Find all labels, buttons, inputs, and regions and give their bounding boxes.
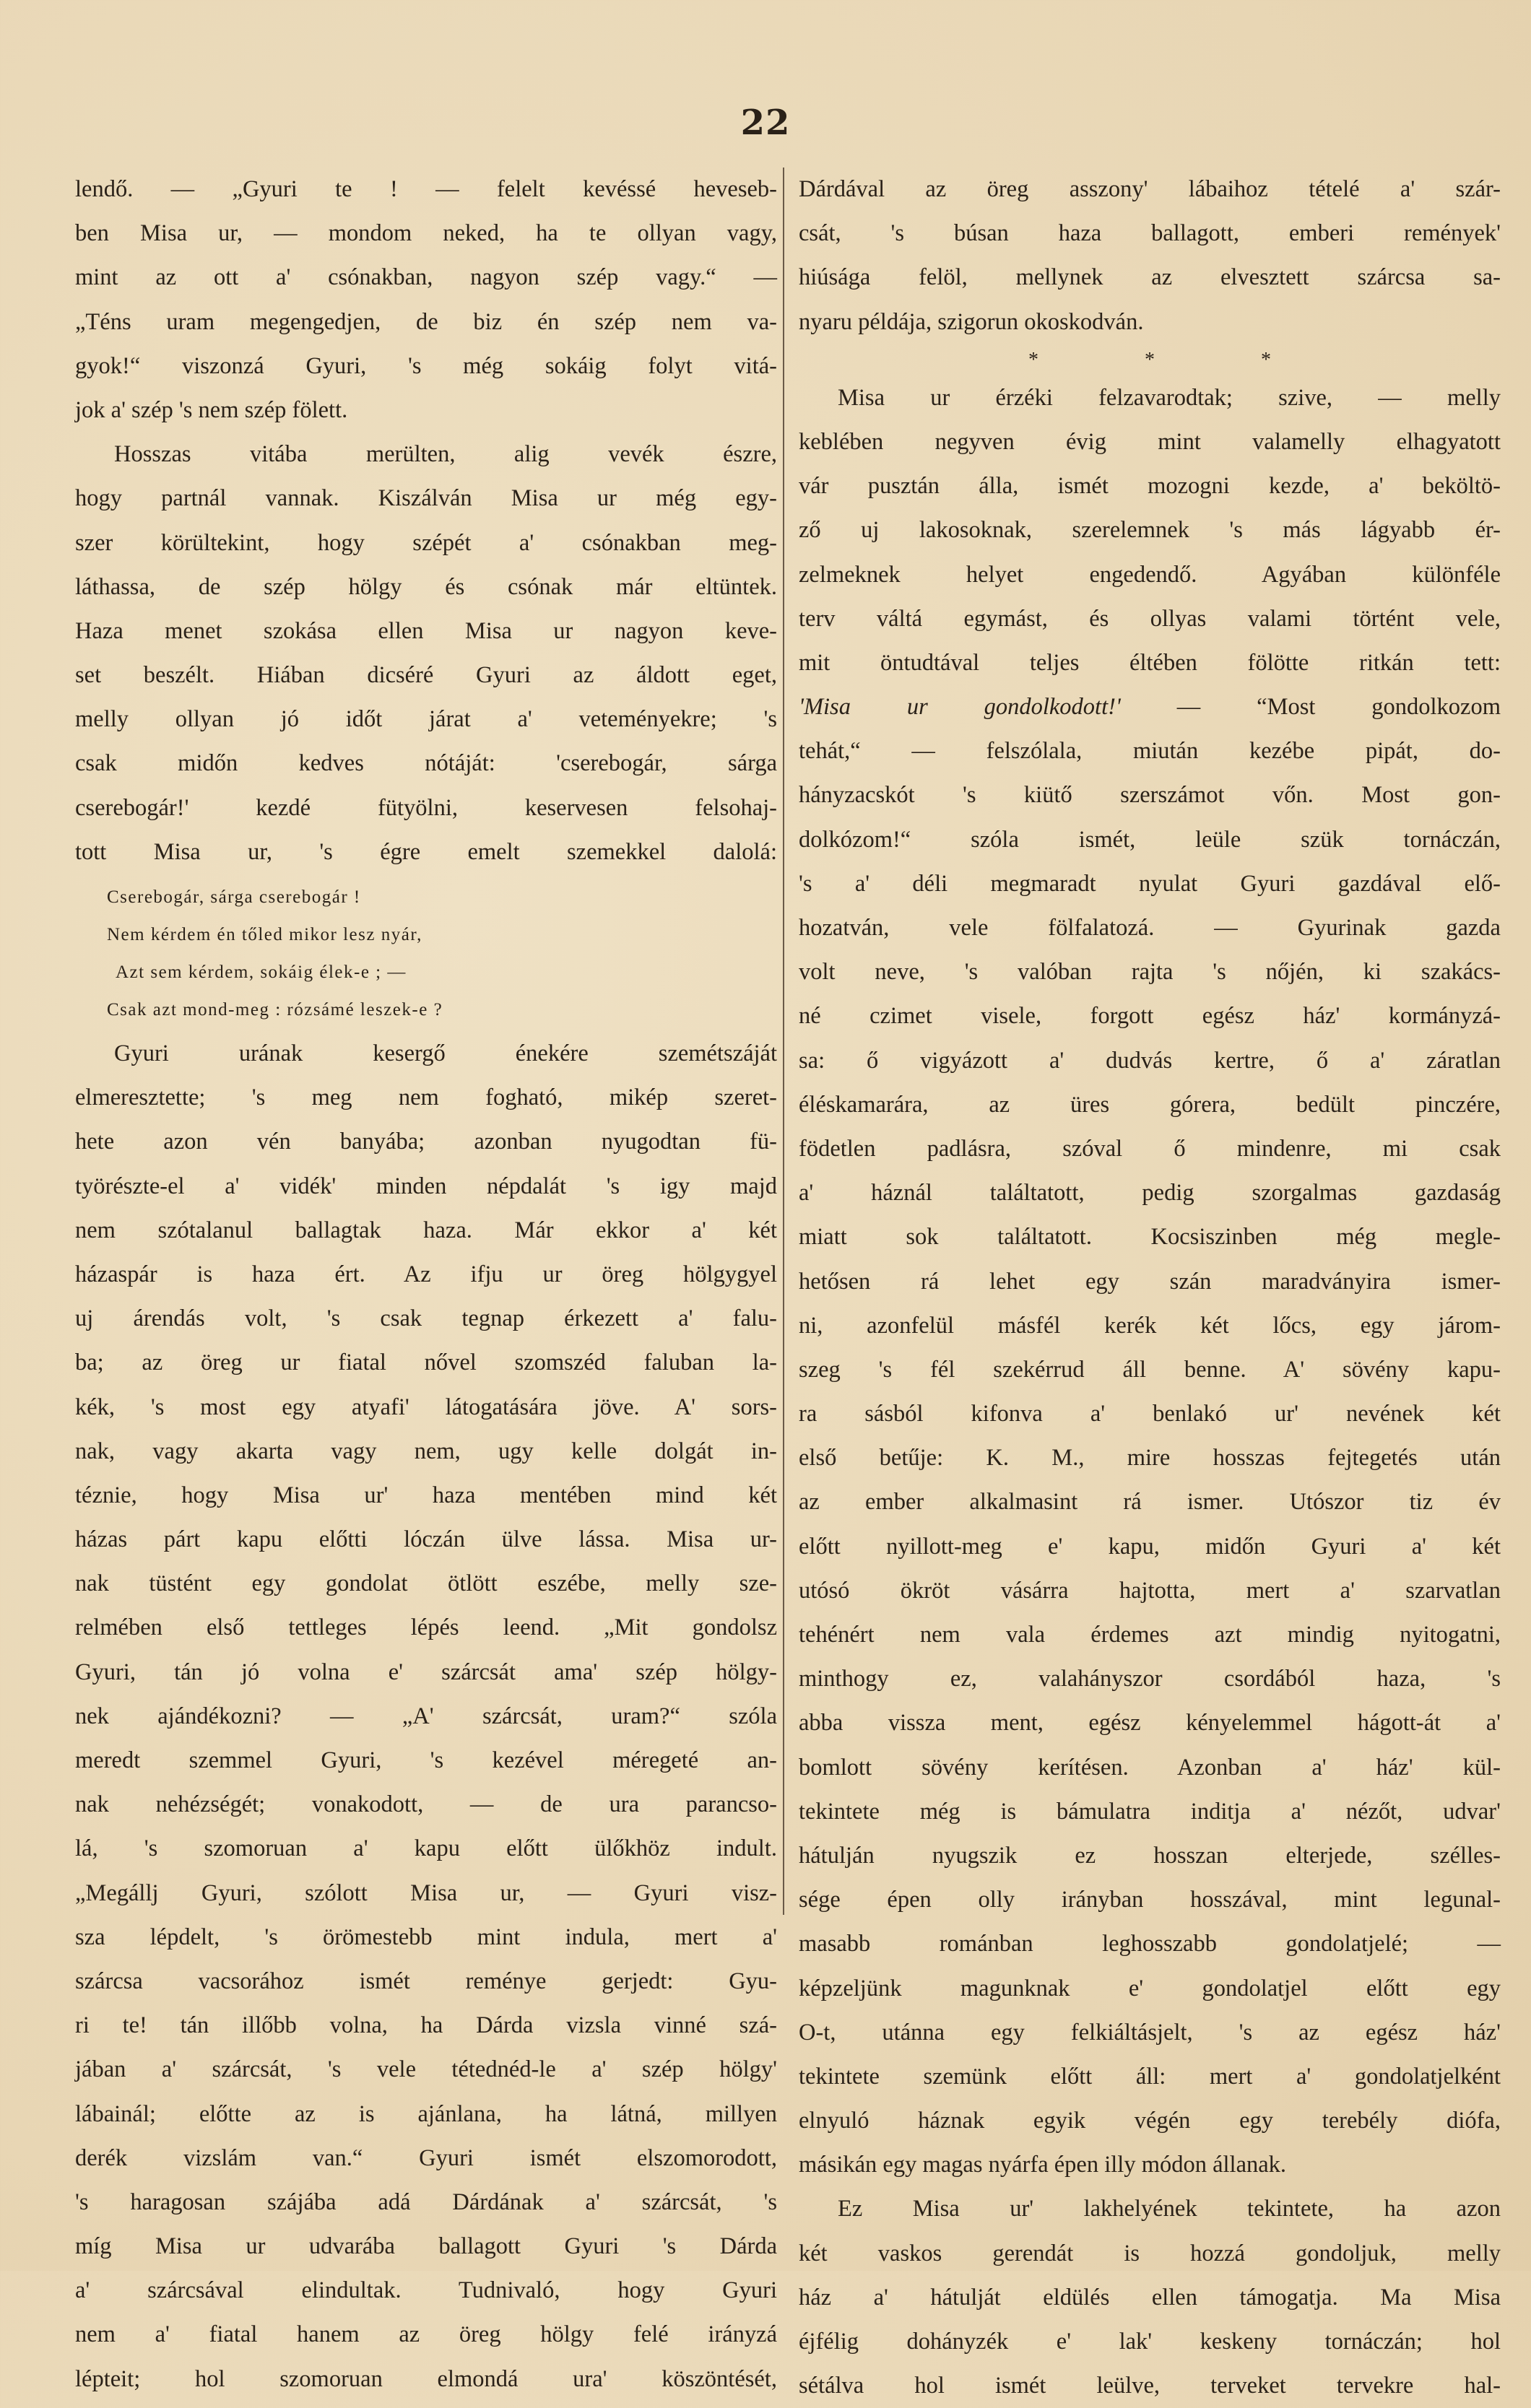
text-line: jában a' szárcsát, 's vele tétednéd-le a' szép hölgy' [75, 2056, 777, 2083]
text-line: Haza menet szokása ellen Misa ur nagyon keve- [75, 617, 777, 644]
text-line: nyaru példája, szigorun okoskodván. [799, 308, 1144, 335]
text-line: szer körültekint, hogy szépét a' csónakban meg- [75, 529, 777, 556]
verse-line: Cserebogár, sárga cserebogár ! [107, 887, 361, 907]
text-line: terv váltá egymást, és ollyas valami történt vele, [799, 605, 1501, 632]
text-line: Hosszas vitába merülten, alig vevék észre, [114, 441, 777, 468]
verse-line: Azt sem kérdem, sokáig élek-e ; — [116, 962, 407, 982]
text-line: házas párt kapu előtti lóczán ülve lássa. Misa ur- [75, 1526, 777, 1553]
text-line: työrészte-el a' vidék' minden népdalát 's igy majd [75, 1173, 777, 1199]
text-line: Ez Misa ur' lakhelyének tekintete, ha azon [838, 2196, 1501, 2222]
text-line: abba vissza ment, egész kényelemmel hágott-át a' [799, 1710, 1501, 1737]
column-divider [783, 168, 784, 1915]
text-line: tott Misa ur, 's égre emelt szemekkel dalolá: [75, 838, 777, 865]
text-line: sza lépdelt, 's örömestebb mint indula, mert a' [75, 1924, 777, 1950]
text-line: tehénért nem vala érdemes azt mindig nyitogatni, [799, 1622, 1501, 1648]
text-line: éléskamarára, az üres górera, bedült pinczére, [799, 1091, 1501, 1118]
text-line: Dárdával az öreg asszony' lábaihoz tételé a' szár- [799, 176, 1501, 202]
text-line: ri te! tán illőbb volna, ha Dárda vizsla vinné szá- [75, 2012, 777, 2039]
text-line: ben Misa ur, — mondom neked, ha te ollyan vagy, [75, 220, 777, 247]
verse-block [75, 874, 777, 1032]
text-line: téznie, hogy Misa ur' haza mentében mind két [75, 1482, 777, 1508]
text-line: „Téns uram megengedjen, de biz én szép nem va- [75, 308, 777, 335]
text-line: keblében negyven évig mint valamelly elhagyatott [799, 428, 1501, 455]
text-line: hányzacskót 's kiütő szerszámot vőn. Most gon- [799, 782, 1501, 809]
text-line: Gyuri urának kesergő énekére szemétszáját [114, 1040, 777, 1066]
text-fragment: — “Most gondolkozom [1120, 694, 1501, 721]
text-line: hozatván, vele fölfalatozá. — Gyurinak gazda [799, 915, 1501, 941]
text-line: láthassa, de szép hölgy és csónak már eltüntek. [75, 573, 777, 600]
text-line: „Megállj Gyuri, szólott Misa ur, — Gyuri visz- [75, 1879, 777, 1906]
text-line: csát, 's búsan haza ballagott, emberi remények' [799, 220, 1501, 247]
text-line: elnyuló háznak egyik végén egy terebély diófa, [799, 2108, 1501, 2134]
text-line: dolkózom!“ szóla ismét, leüle szük tornáczán, [799, 826, 1501, 853]
text-line: míg Misa ur udvarába ballagott Gyuri 's Dárda [75, 2233, 777, 2260]
text-line: né czimet visele, forgott egész ház' kormányzá- [799, 1003, 1501, 1030]
text-line: 's haragosan szájába adá Dárdának a' szárcsát, 's [75, 2189, 777, 2215]
text-line: képzeljünk magunknak e' gondolatjel előtt egy [799, 1975, 1501, 2001]
text-line: tekintete még is bámulatra inditja a' nézőt, udvar' [799, 1798, 1501, 1825]
text-line: mit öntudtával teljes éltében fölötte ritkán tett: [799, 649, 1501, 676]
text-line: jok a' szép 's nem szép fölett. [75, 396, 348, 423]
text-line: O-t, utánna egy felkiáltásjelt, 's az egész ház' [799, 2019, 1501, 2046]
text-line: lendő. — „Gyuri te ! — felelt kevéssé heveseb- [75, 176, 777, 202]
text-line: derék vizslám van.“ Gyuri ismét elszomorodott, [75, 2144, 777, 2171]
text-line: relmében első tettleges lépés leend. „Mit gondolsz [75, 1614, 777, 1641]
text-line: lá, 's szomoruan a' kapu előtt ülőkhöz indult. [75, 1835, 777, 1862]
text-line: két vaskos gerendát is hozzá gondoljuk, melly [799, 2240, 1501, 2266]
text-line: a' szárcsával elindultak. Tudnivaló, hogy Gyuri [75, 2277, 777, 2304]
text-line: hogy partnál vannak. Kiszálván Misa ur még egy- [75, 485, 777, 512]
text-line: ző uj lakosoknak, szerelemnek 's más lágyabb ér- [799, 517, 1501, 544]
text-line: hátulján nyugszik ez hosszan elterjede, szélles- [799, 1842, 1501, 1869]
text-line: hete azon vén banyába; azonban nyugodtan fü- [75, 1129, 777, 1155]
text-line: nak tüstént egy gondolat ötlött eszébe, melly sze- [75, 1570, 777, 1597]
text-line: utósó ökröt vásárra hajtotta, mert a' szarvatlan [799, 1577, 1501, 1604]
text-line: cserebogár!' kezdé fütyölni, keservesen felsohaj- [75, 794, 777, 821]
text-line: hiúsága felöl, mellynek az elvesztett szárcsa sa- [799, 264, 1501, 291]
text-line: tekintete szemünk előtt áll: mert a' gondolatjelként [799, 2063, 1501, 2090]
text-line: házaspár is haza ért. Az ifju ur öreg hölgygyel [75, 1261, 777, 1287]
text-line: éjfélig dohányzék e' lak' keskeny tornáczán; hol [799, 2329, 1501, 2355]
text-line: a' háznál találtatott, pedig szorgalmas gazdaság [799, 1180, 1501, 1207]
text-line: szeg 's fél szekérrud áll benne. A' sövény kapu- [799, 1356, 1501, 1383]
text-line: Misa ur érzéki felzavarodtak; szive, — melly [838, 384, 1501, 411]
text-line: set beszélt. Hiában dicséré Gyuri az áldott eget, [75, 662, 777, 689]
verse-line: Csak azt mond-meg : rózsámé leszek-e ? [107, 1000, 443, 1020]
text-line: miatt sok találtatott. Kocsiszinben még megle- [799, 1224, 1501, 1251]
italic-quote: 'Misa ur gondolkodott!' [799, 694, 1121, 721]
text-line: ni, azonfelül másfél kerék két lőcs, egy járom- [799, 1312, 1501, 1339]
text-line: Gyuri, tán jó volna e' szárcsát ama' szép hölgy- [75, 1659, 777, 1685]
text-line: sa: ő vigyázott a' dudvás kertre, ő a' záratlan [799, 1047, 1501, 1074]
text-line: volt neve, 's valóban rajta 's nőjén, ki szakács- [799, 959, 1501, 986]
text-line: ra sásból kifonva a' benlakó ur' nevének két [799, 1401, 1501, 1427]
text-line: uj árendás volt, 's csak tegnap érkezett a' falu- [75, 1305, 777, 1332]
text-line: kék, 's most egy atyafi' látogatására jöve. A' sors- [75, 1394, 777, 1420]
text-line: gyok!“ viszonzá Gyuri, 's még sokáig folyt vitá- [75, 352, 777, 379]
text-line: szárcsa vacsorához ismét reménye gerjedt: Gyu- [75, 1968, 777, 1994]
text-line: lépteit; hol szomoruan elmondá ura' köszöntését, [75, 2365, 777, 2392]
text-line: másikán egy magas nyárfa épen illy módon állanak. [799, 2152, 1287, 2178]
text-line: első betűje: K. M., mire hosszas fejtegetés után [799, 1445, 1501, 1472]
page-number: 22 [740, 103, 791, 143]
text-line: bomlott sövény kerítésen. Azonban a' ház' kül- [799, 1754, 1501, 1781]
text-line: nek ajándékozni? — „A' szárcsát, uram?“ szóla [75, 1703, 777, 1729]
text-line: ba; az öreg ur fiatal nővel szomszéd faluban la- [75, 1349, 777, 1376]
right-column [799, 168, 1501, 2408]
text-line: födetlen padlásra, szóval ő mindenre, mi csak [799, 1135, 1501, 1162]
text-line [799, 685, 1501, 729]
text-line: vár pusztán álla, ismét mozogni kezde, a' beköltö- [799, 473, 1501, 500]
text-line: 's a' déli megmaradt nyulat Gyuri gazdával elő- [799, 870, 1501, 897]
verse-line: Nem kérdem én tőled mikor lesz nyár, [107, 925, 422, 944]
text-line: mint az ott a' csónakban, nagyon szép vagy.“ — [75, 264, 777, 291]
section-break-stars: * * * [1028, 348, 1322, 371]
text-line: zelmeknek helyet engedendő. Agyában különféle [799, 561, 1501, 588]
text-line: minthogy ez, valahányszor csordából haza, 's [799, 1666, 1501, 1692]
text-line: meredt szemmel Gyuri, 's kezével méregeté an- [75, 1747, 777, 1773]
text-line: lábainál; előtte az is ajánlana, ha látná, millyen [75, 2100, 777, 2127]
text-line: melly ollyan jó időt járat a' veteményekre; 's [75, 706, 777, 733]
text-line: csak midőn kedves nótáját: 'cserebogár, sárga [75, 750, 777, 777]
text-line: az ember alkalmasint rá ismer. Utószor tiz év [799, 1489, 1501, 1516]
text-line: tehát,“ — felszólala, miután kezébe pipát, do- [799, 738, 1501, 765]
text-line: nem a' fiatal hanem az öreg hölgy felé irányzá [75, 2321, 777, 2348]
text-line: előtt nyillott-meg e' kapu, midőn Gyuri a' két [799, 1533, 1501, 1560]
text-line: nak, vagy akarta vagy nem, ugy kelle dolgát in- [75, 1438, 777, 1464]
text-line: nak nehézségét; vonakodott, — de ura parancso- [75, 1791, 777, 1818]
text-line: ház a' hátulját eldülés ellen támogatja. Ma Misa [799, 2284, 1501, 2311]
text-line: hetősen rá lehet egy szán maradványira ismer- [799, 1268, 1501, 1295]
text-line: sége épen olly irányban hosszával, mint legunal- [799, 1887, 1501, 1913]
left-column [75, 168, 777, 2402]
text-line: sétálva hol ismét leülve, terveket tervekre hal- [799, 2373, 1501, 2399]
text-line: elmeresztette; 's meg nem fogható, mikép szeret- [75, 1085, 777, 1111]
text-line: masabb románban leghosszabb gondolatjelé; — [799, 1931, 1501, 1957]
text-line: nem szótalanul ballagtak haza. Már ekkor a' két [75, 1217, 777, 1243]
